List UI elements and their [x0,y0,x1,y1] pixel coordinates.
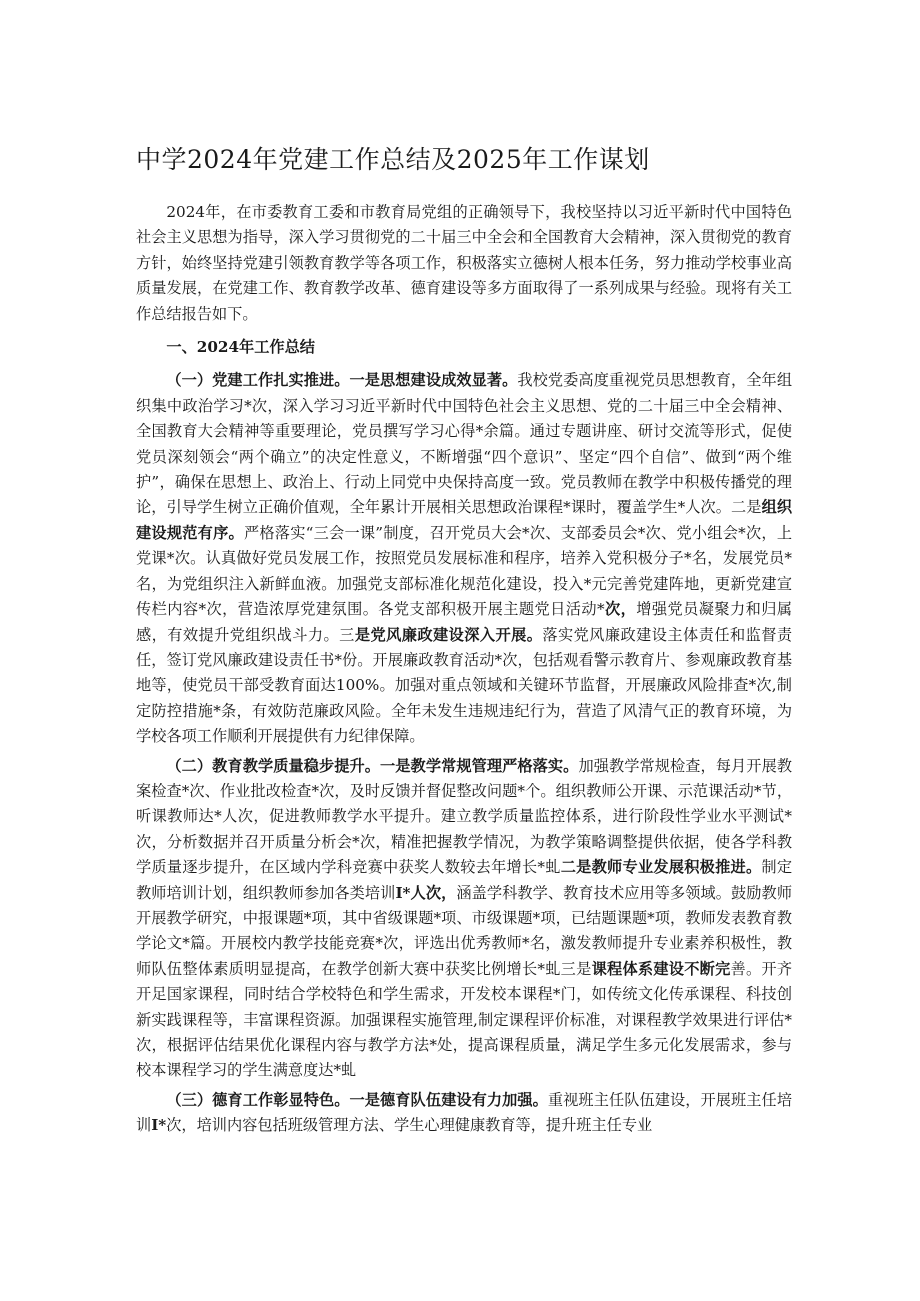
paragraph-lead: （二）教育教学质量稳步提升。一是教学常规管理严格落实。 [166,756,579,775]
emphasis-text: 二是教师专业发展积极推进。 [560,858,762,877]
emphasis-text: I*人次， [395,883,457,902]
section-heading: 一、2024年工作总结 [166,338,315,357]
paragraph-text: 我校党委高度重视党员思想教育，全年组织集中政治学习*次，深入学习习近平新时代中国特色社会主义思想、党的二十届三中全会精神、全国教育大会精神等重要理论，党员撰写学习心得*余篇。通过专题讲座、研讨交流等形式，促使党员深刻领会“两个确立”的决定性意义，不断增强“四个意识”、坚定“四个自信”、做到“两个维护”，确保在思想上、政治上、行动上同党中央保持高度一致。党员教师在教学中积极传播党的理论，引导学生树立正确价值观，全年累计开展相关思想政治课程*课时，覆盖学生*人次。二是 [136,371,793,517]
emphasis-text: I* [151,1116,167,1135]
paragraph-party-building [136,368,792,749]
paragraph-text: 次，培训内容包括班级管理方法、学生心理健康教育等，提升班主任专业 [166,1116,653,1135]
emphasis-text: 课程体系建设不断完 [591,959,731,978]
paragraph-lead: （一）党建工作扎实推进。一是思想建设成效显著。 [166,371,518,390]
paragraph-text: 善。开齐开足国家课程，同时结合学校特色和学生需求，开发校本课程*门，如传统文化传承课程、科技创新实践课程等，丰富课程资源。加强课程实施管理,制定课程评价标准，对课程教学效果进行评估*次，根据评估结果优化课程内容与教学方法*处，提高课程质量，满足学生多元化发展需求，参与校本课程学习的学生满意度达*虬 [136,959,793,1080]
document-body [136,196,792,1143]
intro-paragraph: 2024年，在市委教育工委和市教育局党组的正确领导下，我校坚持以习近平新时代中国特色社会主义思想为指导，深入学习贯彻党的二十届三中全会和全国教育大会精神，深入贯彻党的教育方针，始终坚持党建引领教育教学等各项工作，积极落实立德树人根本任务，努力推动学校事业高质量发展，在党建工作、教育教学改革、德育建设等多方面取得了一系列成果与经验。现将有关工作总结报告如下。 [136,203,792,323]
paragraph-text: 涵盖学科教学、教育技术应用等多领域。鼓励教师开展教学研究，中报课题*项，其中省级课题*项、市级课题*项，已结题课题*项，教师发表教育教学论文*篇。开展校内教学技能竞赛*次，评选出优秀教师*名，激发教师提升专业素养积极性，教师队伍整体素质明显提高，在教学创新大赛中获奖比例增长*虬三是 [136,883,793,978]
paragraph-text: 重视班主任队伍建设，开展班主任培训 [136,1090,793,1135]
paragraph-text: 增强党员凝聚力和归属感，有效提升党组织战斗力。三 [136,600,793,644]
document-title: 中学2024年党建工作总结及2025年工作谋划 [136,145,650,174]
emphasis-text: 组织建设规范有序。 [136,498,793,542]
paragraph-text: 落实党风廉政建设主体责任和监督责任，签订党风廉政建设责任书*份。开展廉政教育活动*次，包括观看警示教育片、参观廉政教育基地等，使党员干部受教育面达100%。加强对重点领域和关键环节监督，开展廉政风险排查*次,制定防控措施*条，有效防范廉政风险。全年未发生违规违纪行为，营造了风清气正的教育环境，为学校各项工作顺利开展提供有力纪律保障。 [136,625,793,746]
emphasis-text: 次， [604,600,637,619]
paragraph-text: 严格落实“三会一课”制度，召开党员大会*次、支部委员会*次、党小组会*次，上党课*次。认真做好党员发展工作，按照党员发展标准和程序，培养入党积极分子*名，发展党员*名，为党组织注入新鲜血液。加强党支部标准化规范化建设，投入*元完善党建阵地，更新党建宣传栏内容*次，营造浓厚党建氛围。各党支部积极开展主题党日活动* [136,523,793,619]
paragraph-moral-education [136,1088,792,1139]
paragraph-text: 加强教学常规检查，每月开展教案检查*次、作业批改检查*次，及时反馈并督促整改问题*个。组织教师公开课、示范课活动*节，听课教师达*人次，促进教师教学水平提升。建立教学质量监控体系，进行阶段性学业水平测试*次，分析数据并召开质量分析会*次，精准把握教学情况，为教学策略调整提供依据，使各学科教学质量逐步提升，在区域内学科竞赛中获奖人数较去年增长*虬 [136,756,793,877]
emphasis-text: 是党风廉政建设深入开展。 [354,625,543,644]
paragraph-lead: （三）德育工作彰显特色。一是德育队伍建设有力加强。 [166,1090,548,1109]
paragraph-teaching-quality [136,754,792,1084]
paragraph-text: 制定教师培训计划，组织教师参加各类培训 [136,858,793,902]
